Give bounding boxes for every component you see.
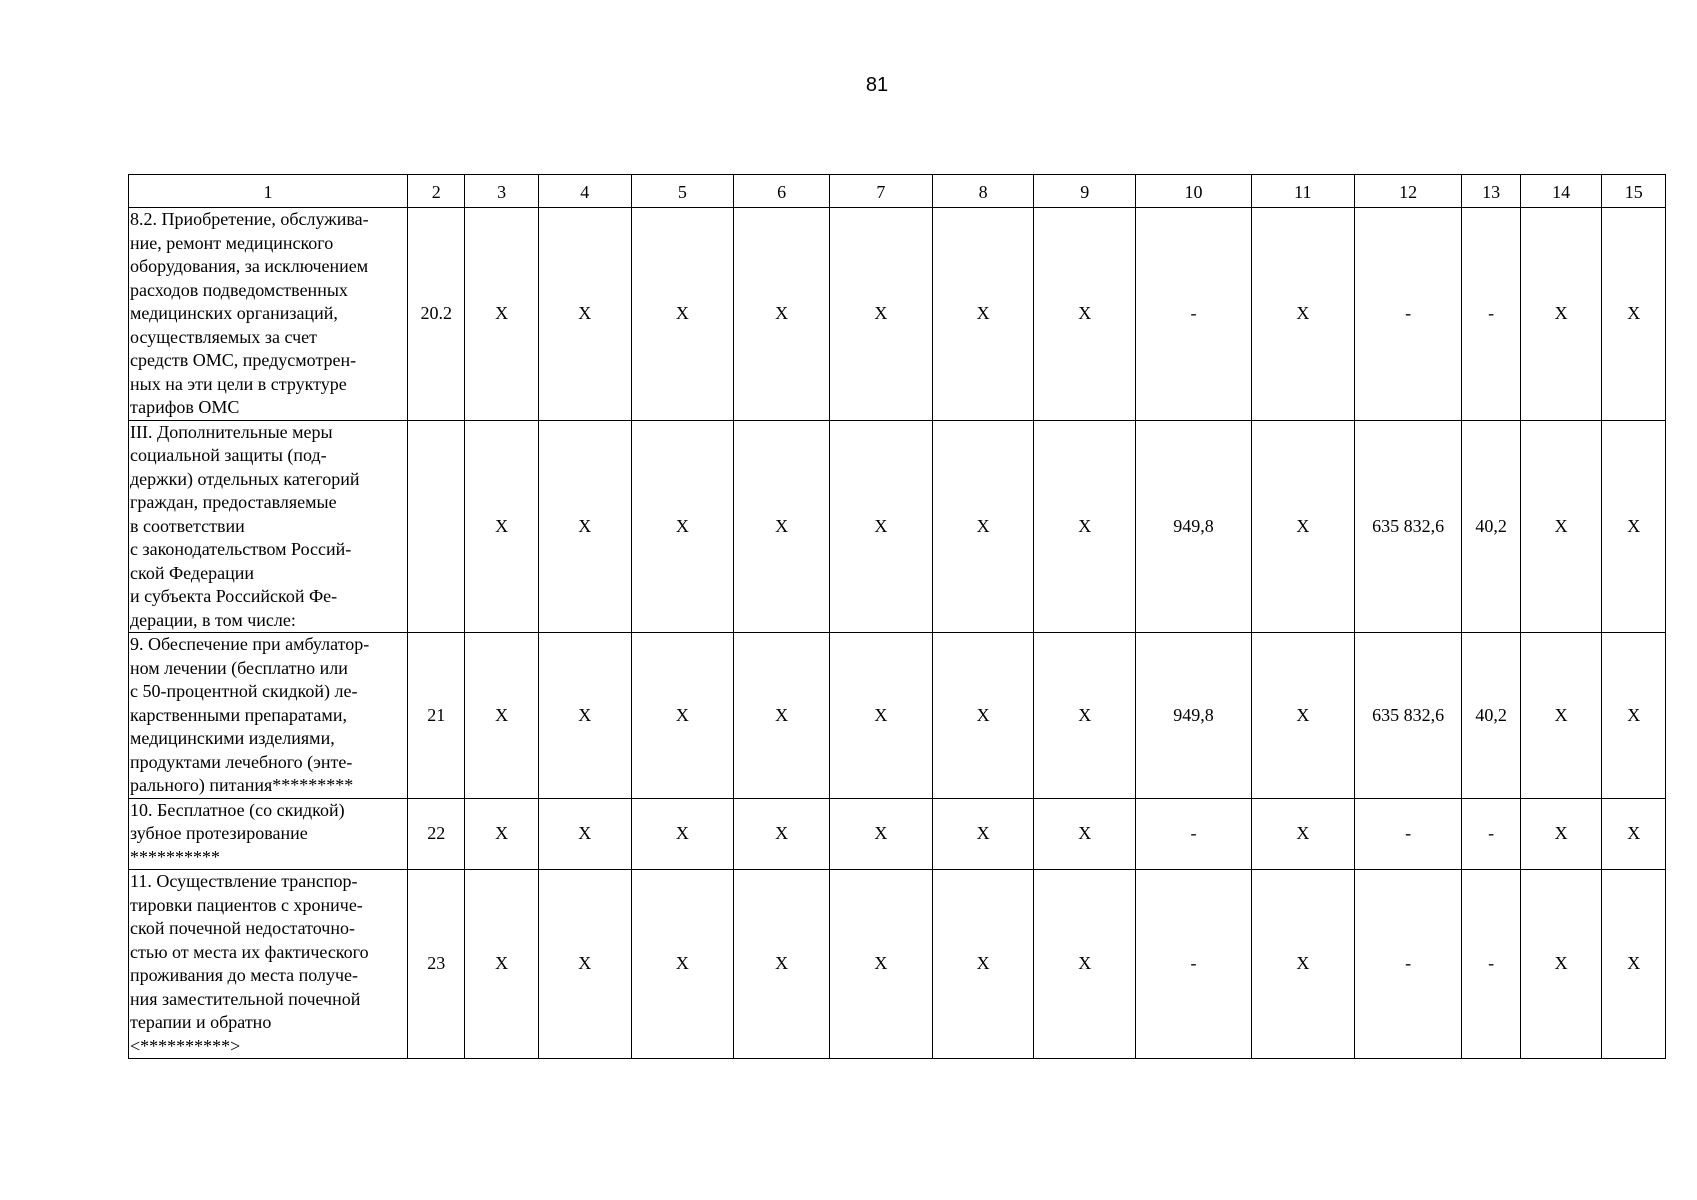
- table-cell: Х: [465, 633, 539, 799]
- table-cell: Х: [734, 870, 830, 1059]
- column-header: 10: [1136, 175, 1252, 208]
- column-header: 2: [407, 175, 464, 208]
- table-cell: -: [1136, 870, 1252, 1059]
- column-header: 14: [1520, 175, 1602, 208]
- column-header: 11: [1251, 175, 1354, 208]
- table-cell: Х: [1602, 870, 1666, 1059]
- column-header: 3: [465, 175, 539, 208]
- table-cell: Х: [829, 798, 932, 870]
- column-header: 12: [1354, 175, 1462, 208]
- header-row: [129, 175, 1666, 208]
- table-cell: [407, 420, 464, 633]
- table-cell: -: [1136, 208, 1252, 421]
- table-cell: Х: [1520, 798, 1602, 870]
- table-cell: Х: [1034, 633, 1136, 799]
- table-cell: Х: [734, 798, 830, 870]
- table-cell: 40,2: [1462, 633, 1520, 799]
- table-cell: -: [1462, 798, 1520, 870]
- table-cell: Х: [1520, 633, 1602, 799]
- table-cell: -: [1462, 208, 1520, 421]
- table-row: [129, 420, 1666, 633]
- table-cell: Х: [1034, 870, 1136, 1059]
- row-description: III. Дополнительные меры социальной защиты (под- держки) отдельных категорий граждан, предоставляемые в соответствии с законодательством Россий- ской Федерации и субъекта Российской Фе- дерации, в том числе:: [129, 420, 408, 633]
- column-header: 8: [932, 175, 1034, 208]
- table-cell: 40,2: [1462, 420, 1520, 633]
- table-cell: Х: [465, 798, 539, 870]
- table-cell: Х: [631, 870, 734, 1059]
- column-header: 4: [538, 175, 631, 208]
- table-cell: Х: [829, 633, 932, 799]
- table-cell: Х: [465, 208, 539, 421]
- table-cell: -: [1354, 798, 1462, 870]
- column-header: 5: [631, 175, 734, 208]
- table-cell: Х: [538, 633, 631, 799]
- table-row: [129, 870, 1666, 1059]
- table-row: [129, 798, 1666, 870]
- table-cell: Х: [631, 208, 734, 421]
- table-cell: Х: [734, 420, 830, 633]
- table-row: [129, 633, 1666, 799]
- table-cell: Х: [465, 870, 539, 1059]
- table-cell: Х: [1251, 633, 1354, 799]
- table-cell: Х: [829, 208, 932, 421]
- table-row: [129, 208, 1666, 421]
- table-cell: Х: [734, 208, 830, 421]
- table-cell: Х: [932, 208, 1034, 421]
- table-cell: Х: [932, 798, 1034, 870]
- table-cell: Х: [1602, 208, 1666, 421]
- column-header: 9: [1034, 175, 1136, 208]
- page-number: 81: [865, 74, 889, 96]
- table-cell: Х: [1602, 420, 1666, 633]
- table-cell: Х: [1251, 208, 1354, 421]
- table-cell: Х: [1034, 798, 1136, 870]
- table-cell: Х: [1520, 870, 1602, 1059]
- table-cell: Х: [631, 420, 734, 633]
- table-cell: Х: [538, 870, 631, 1059]
- table-cell: Х: [465, 420, 539, 633]
- table-cell: Х: [829, 870, 932, 1059]
- table-cell: Х: [631, 798, 734, 870]
- data-table: [128, 174, 1666, 1059]
- table-cell: Х: [829, 420, 932, 633]
- row-description: 10. Бесплатное (со скидкой) зубное протезирование **********: [129, 798, 408, 870]
- table-cell: Х: [1602, 798, 1666, 870]
- table-cell: Х: [1034, 420, 1136, 633]
- table-cell: Х: [932, 420, 1034, 633]
- table-cell: Х: [1520, 208, 1602, 421]
- table-body: [129, 175, 1666, 1059]
- table-cell: -: [1354, 208, 1462, 421]
- table-cell: Х: [1251, 870, 1354, 1059]
- table-cell: Х: [1602, 633, 1666, 799]
- column-header: 15: [1602, 175, 1666, 208]
- table-cell: -: [1354, 870, 1462, 1059]
- table-cell: -: [1136, 798, 1252, 870]
- table-cell: 635 832,6: [1354, 633, 1462, 799]
- table-cell: Х: [538, 208, 631, 421]
- table-cell: Х: [538, 798, 631, 870]
- table-cell: 22: [407, 798, 464, 870]
- column-header: 6: [734, 175, 830, 208]
- table-cell: 21: [407, 633, 464, 799]
- table-cell: Х: [1251, 420, 1354, 633]
- row-description: 11. Осуществление транспор- тировки пациентов с хрониче- ской почечной недостаточно- стью от места их фактического проживания до места получе- ния заместительной почечной терапии и обратно <**********>: [129, 870, 408, 1059]
- table-cell: 635 832,6: [1354, 420, 1462, 633]
- table-cell: -: [1462, 870, 1520, 1059]
- table-cell: Х: [1251, 798, 1354, 870]
- table-cell: Х: [1520, 420, 1602, 633]
- table-cell: 23: [407, 870, 464, 1059]
- table-cell: Х: [538, 420, 631, 633]
- column-header: 1: [129, 175, 408, 208]
- row-description: 9. Обеспечение при амбулатор- ном лечении (бесплатно или с 50-процентной скидкой) ле- карственными препаратами, медицинскими изделиями, продуктами лечебного (энте- рального) питания*********: [129, 633, 408, 799]
- table-cell: Х: [734, 633, 830, 799]
- row-description: 8.2. Приобретение, обслужива- ние, ремонт медицинского оборудования, за исключением расходов подведомственных медицинских организаций, осуществляемых за счет средств ОМС, предусмотрен- ных на эти цели в структуре тарифов ОМС: [129, 208, 408, 421]
- table-cell: 20.2: [407, 208, 464, 421]
- table-cell: Х: [1034, 208, 1136, 421]
- table-cell: Х: [631, 633, 734, 799]
- table-cell: Х: [932, 633, 1034, 799]
- column-header: 7: [829, 175, 932, 208]
- table-cell: Х: [932, 870, 1034, 1059]
- table-cell: 949,8: [1136, 633, 1252, 799]
- table-cell: 949,8: [1136, 420, 1252, 633]
- column-header: 13: [1462, 175, 1520, 208]
